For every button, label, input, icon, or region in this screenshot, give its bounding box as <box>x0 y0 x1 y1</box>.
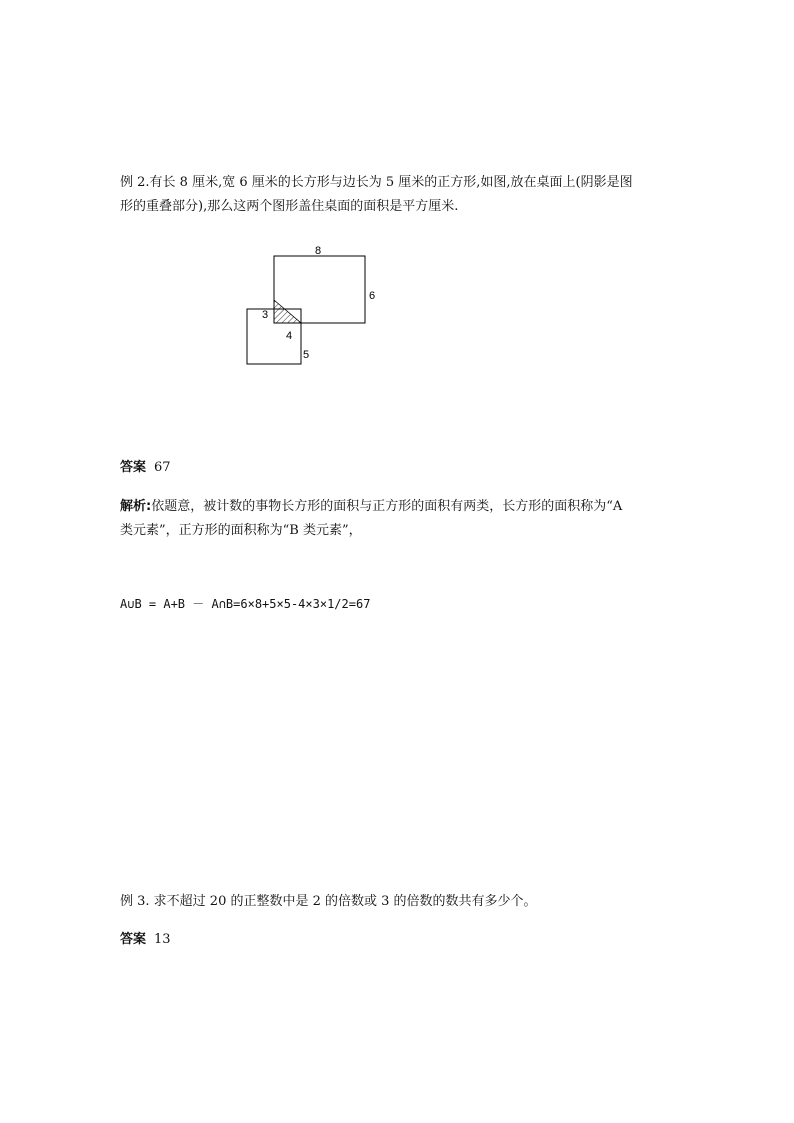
rect-width-label: 6 <box>369 290 376 302</box>
analysis-text-1: 依题意，被计数的事物长方形的面积与正方形的面积有两类，长方形的面积称为“A <box>151 499 623 514</box>
formula: A∪B = A+B － A∩B=6×8+5×5-4×3×1/2=67 <box>120 597 371 611</box>
answer-3-value: 13 <box>154 932 171 947</box>
example-2-line-1: 例 2.有长 8 厘米,宽 6 厘米的长方形与边长为 5 厘米的正方形,如图,放在桌面上(阴影是图 <box>120 175 633 190</box>
example-2-line-2: 形的重叠部分),那么这两个图形盖住桌面的面积是平方厘米. <box>120 199 459 214</box>
example-3: 例 3. 求不超过 20 的正整数中是 2 的倍数或 3 的倍数的数共有多少个。 <box>120 894 537 909</box>
answer-2 <box>120 458 171 478</box>
answer-3-label: 答案 <box>120 932 147 947</box>
analysis-label: 解析: <box>120 499 152 514</box>
overlap-shaded-region <box>274 300 301 323</box>
overlap-figure <box>240 240 400 372</box>
analysis-line-1 <box>120 497 622 517</box>
answer-2-label: 答案 <box>120 460 147 475</box>
analysis-line-2: 类元素”，正方形的面积称为“B 类元素”， <box>120 523 362 538</box>
rect-length-label: 8 <box>315 245 322 257</box>
answer-2-value: 67 <box>154 460 171 475</box>
overlap-height-label: 3 <box>262 309 269 321</box>
square-side-label: 5 <box>303 349 310 361</box>
answer-3 <box>120 930 171 950</box>
overlap-width-label: 4 <box>286 330 293 342</box>
